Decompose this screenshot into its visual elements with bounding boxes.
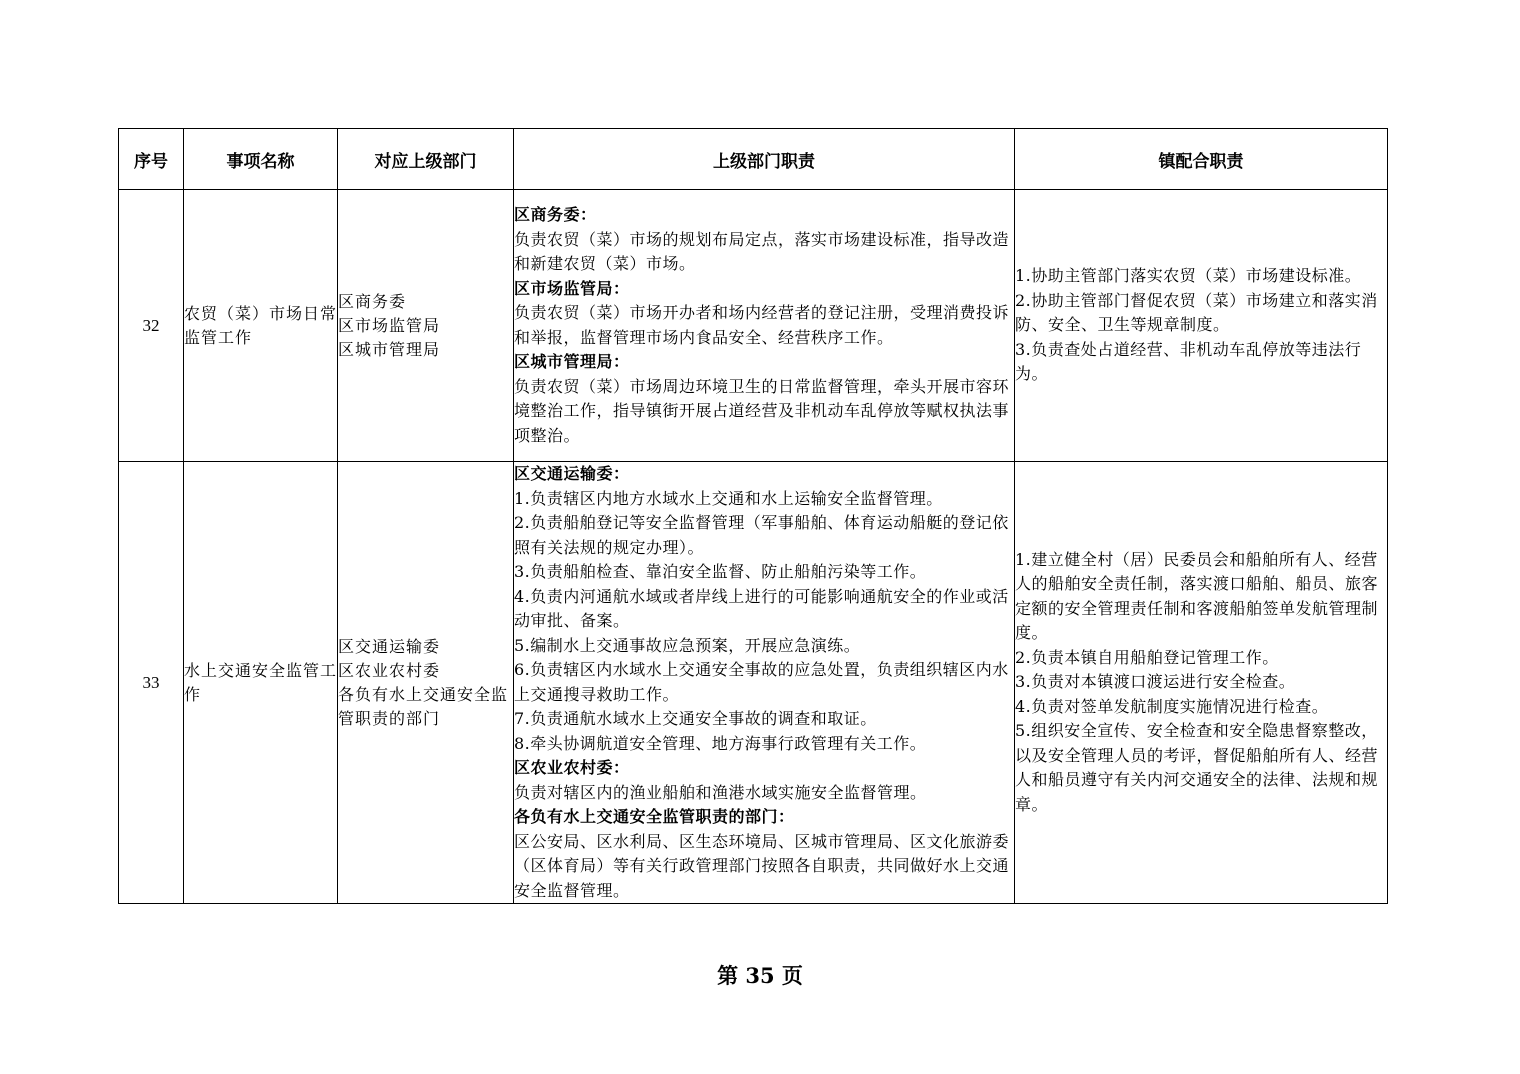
department: 区交通运输委	[338, 636, 441, 656]
cooperation-cell	[1015, 190, 1388, 462]
responsibility-cell	[514, 462, 1015, 904]
header-cooperation: 镇配合职责	[1015, 129, 1388, 190]
responsibility-heading: 区商务委：	[514, 205, 597, 224]
responsibility-text: 2.负责船舶登记等安全监督管理（军事船舶、体育运动船艇的登记依照有关法规的规定办理）。	[514, 513, 1009, 557]
cooperation-item: 3.负责查处占道经营、非机动车乱停放等违法行为。	[1015, 339, 1362, 384]
duty-table	[118, 128, 1388, 904]
responsibility-text: 1.负责辖区内地方水域水上交通和水上运输安全监督管理。	[514, 488, 943, 508]
responsibility-heading: 区交通运输委：	[514, 464, 630, 483]
responsibility-heading: 区城市管理局：	[514, 352, 630, 371]
row-number: 33	[119, 462, 184, 904]
cooperation-item: 1.建立健全村（居）民委员会和船舶所有人、经营人的船舶安全责任制，落实渡口船舶、船员、旅客定额的安全管理责任制和客渡船舶签单发航管理制度。	[1015, 549, 1379, 643]
cooperation-item: 4.负责对签单发航制度实施情况进行检查。	[1015, 696, 1329, 716]
header-departments: 对应上级部门	[338, 129, 514, 190]
responsibility-text: 3.负责船舶检查、靠泊安全监督、防止船舶污染等工作。	[514, 562, 927, 581]
header-name: 事项名称	[184, 129, 338, 190]
responsibility-text: 负责对辖区内的渔业船舶和渔港水域实施安全监督管理。	[514, 782, 927, 802]
responsibility-text: 负责农贸（菜）市场的规划布局定点，落实市场建设标准，指导改造和新建农贸（菜）市场。	[514, 229, 1010, 273]
responsibility-cell	[514, 190, 1015, 462]
cooperation-item: 3.负责对本镇渡口渡运进行安全检查。	[1015, 672, 1296, 692]
cooperation-item: 2.协助主管部门督促农贸（菜）市场建立和落实消防、安全、卫生等规章制度。	[1015, 290, 1378, 335]
cooperation-item: 2.负责本镇自用船舶登记管理工作。	[1015, 647, 1279, 667]
header-num: 序号	[119, 129, 184, 190]
responsibility-text: 负责农贸（菜）市场周边环境卫生的日常监督管理，牵头开展市容环境整治工作，指导镇街开展占道经营及非机动车乱停放等赋权执法事项整治。	[514, 376, 1010, 445]
table-row	[119, 190, 1388, 462]
responsibility-text: 区公安局、区水利局、区生态环境局、区城市管理局、区文化旅游委（区体育局）等有关行政管理部门按照各自职责，共同做好水上交通安全监督管理。	[514, 831, 1010, 900]
department: 区市场监管局	[338, 315, 441, 335]
row-number: 32	[119, 190, 184, 462]
department: 区农业农村委	[338, 660, 441, 680]
cooperation-cell	[1015, 462, 1388, 904]
item-name: 水上交通安全监管工作	[184, 462, 338, 904]
department: 区商务委	[338, 291, 407, 311]
department: 各负有水上交通安全监管职责的部门	[338, 684, 509, 728]
header-responsibilities: 上级部门职责	[514, 129, 1015, 190]
table-header-row	[119, 129, 1388, 190]
page-number: 第 35 页	[717, 963, 803, 988]
cooperation-item: 1.协助主管部门落实农贸（菜）市场建设标准。	[1015, 266, 1362, 286]
responsibility-heading: 各负有水上交通安全监管职责的部门：	[514, 807, 795, 826]
responsibility-heading: 区农业农村委：	[514, 758, 630, 777]
department: 区城市管理局	[338, 339, 441, 359]
table-row	[119, 462, 1388, 904]
responsibility-text: 7.负责通航水域水上交通安全事故的调查和取证。	[514, 709, 877, 728]
cooperation-item: 5.组织安全宣传、安全检查和安全隐患督察整改，以及安全管理人员的考评，督促船舶所有人、经营人和船员遵守有关内河交通安全的法律、法规和规章。	[1015, 721, 1379, 814]
responsibility-text: 4.负责内河通航水域或者岸线上进行的可能影响通航安全的作业或活动审批、备案。	[514, 586, 1009, 630]
responsibility-text: 负责农贸（菜）市场开办者和场内经营者的登记注册，受理消费投诉和举报，监督管理市场内食品安全、经营秩序工作。	[514, 303, 1010, 347]
responsibility-text: 6.负责辖区内水域水上交通安全事故的应急处置，负责组织辖区内水上交通搜寻救助工作。	[514, 660, 1009, 704]
department-list	[338, 462, 514, 904]
responsibility-text: 8.牵头协调航道安全管理、地方海事行政管理有关工作。	[514, 733, 927, 753]
responsibility-text: 5.编制水上交通事故应急预案，开展应急演练。	[514, 635, 861, 655]
item-name: 农贸（菜）市场日常监管工作	[184, 190, 338, 462]
responsibility-heading: 区市场监管局：	[514, 278, 630, 298]
department-list	[338, 190, 514, 462]
